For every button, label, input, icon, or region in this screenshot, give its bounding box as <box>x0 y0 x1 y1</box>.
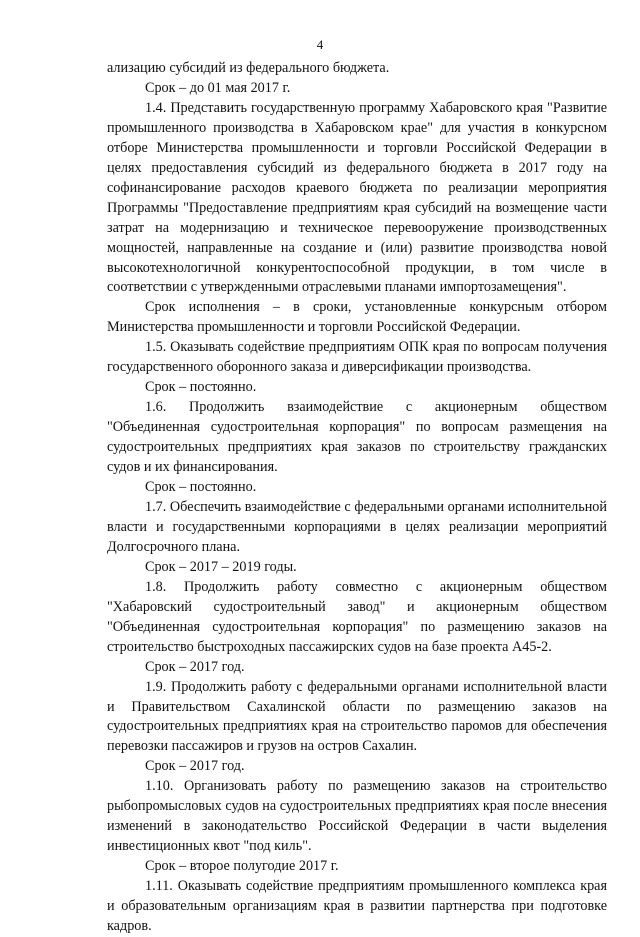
deadline-line: Срок – постоянно. <box>145 379 257 396</box>
paragraph-item-1-7: 1.7. Обеспечить взаимодействие с федеральными органами исполнительной власти и государственными корпорациями в целях реализации мероприятий Долгосрочного плана. <box>107 498 607 555</box>
paragraph-item-1-11: 1.11. Оказывать содействие предприятиям промышленного комплекса края и образовательным организациям края в развитии партнерства при подготовке кадров. <box>107 878 607 934</box>
deadline-line: Срок – постоянно. <box>145 479 257 496</box>
deadline-line: Срок исполнения – в сроки, установленные конкурсным отбором Министерства промышленности и торговли Российской Федерации. <box>107 299 607 336</box>
paragraph-item-1-9: 1.9. Продолжить работу с федеральными органами исполнительной власти и Правительством Сахалинской области по размещению заказов на судостроительных предприятиях края на строительство паромов для обеспечения перевозки пассажиров и грузов на остров Сахалин. <box>107 678 607 755</box>
deadline-line: Срок – до 01 мая 2017 г. <box>145 79 291 96</box>
page-number: 4 <box>316 37 324 52</box>
paragraph-item-1-8: 1.8. Продолжить работу совместно с акционерным обществом "Хабаровский судостроительный завод" и акционерным обществом "Объединенная судостроительная корпорация" по размещению заказов на строительство быстроходных пассажирских судов на базе проекта А45-2. <box>107 578 607 655</box>
deadline-line: Срок – 2017 год. <box>145 758 245 775</box>
paragraph-continuation: ализацию субсидий из федерального бюджета. <box>107 60 390 76</box>
deadline-line: Срок – второе полугодие 2017 г. <box>145 858 339 875</box>
deadline-line: Срок – 2017 год. <box>145 658 245 675</box>
deadline-line: Срок – 2017 – 2019 годы. <box>145 558 297 575</box>
paragraph-item-1-5: 1.5. Оказывать содействие предприятиям ОПК края по вопросам получения государственного оборонного заказа и диверсификации производства. <box>107 339 607 376</box>
document-body <box>107 59 607 937</box>
paragraph-item-1-6: 1.6. Продолжить взаимодействие с акционерным обществом "Объединенная судостроительная корпорация" по вопросам размещения на судостроительных предприятиях края заказов по строительству гражданских судов и их финансирования. <box>107 399 607 476</box>
paragraph-item-1-4: 1.4. Представить государственную программу Хабаровского края "Развитие промышленного производства в Хабаровском крае" для участия в конкурсном отборе Министерства промышленности и торговли Российской Федерации в целях предоставления субсидий из федерального бюджета в 2017 году на софинансирование расходов краевого бюджета по реализации мероприятия Программы "Предоставление предприятиям края субсидий на возмещение части затрат на модернизацию и техническое перевооружение производственных мощностей, направленные на создание и (или) развитие производства новой высокотехнологичной конкурентоспособной продукции, в том числе в соответствии с утвержденными отраслевыми планами импортозамещения". <box>107 99 607 296</box>
paragraph-item-1-10: 1.10. Организовать работу по размещению заказов на строительство рыбопромысловых судов на судостроительных предприятиях края после внесения изменений в законодательство Российской Федерации в части выделения инвестиционных квот "под киль". <box>107 778 607 855</box>
